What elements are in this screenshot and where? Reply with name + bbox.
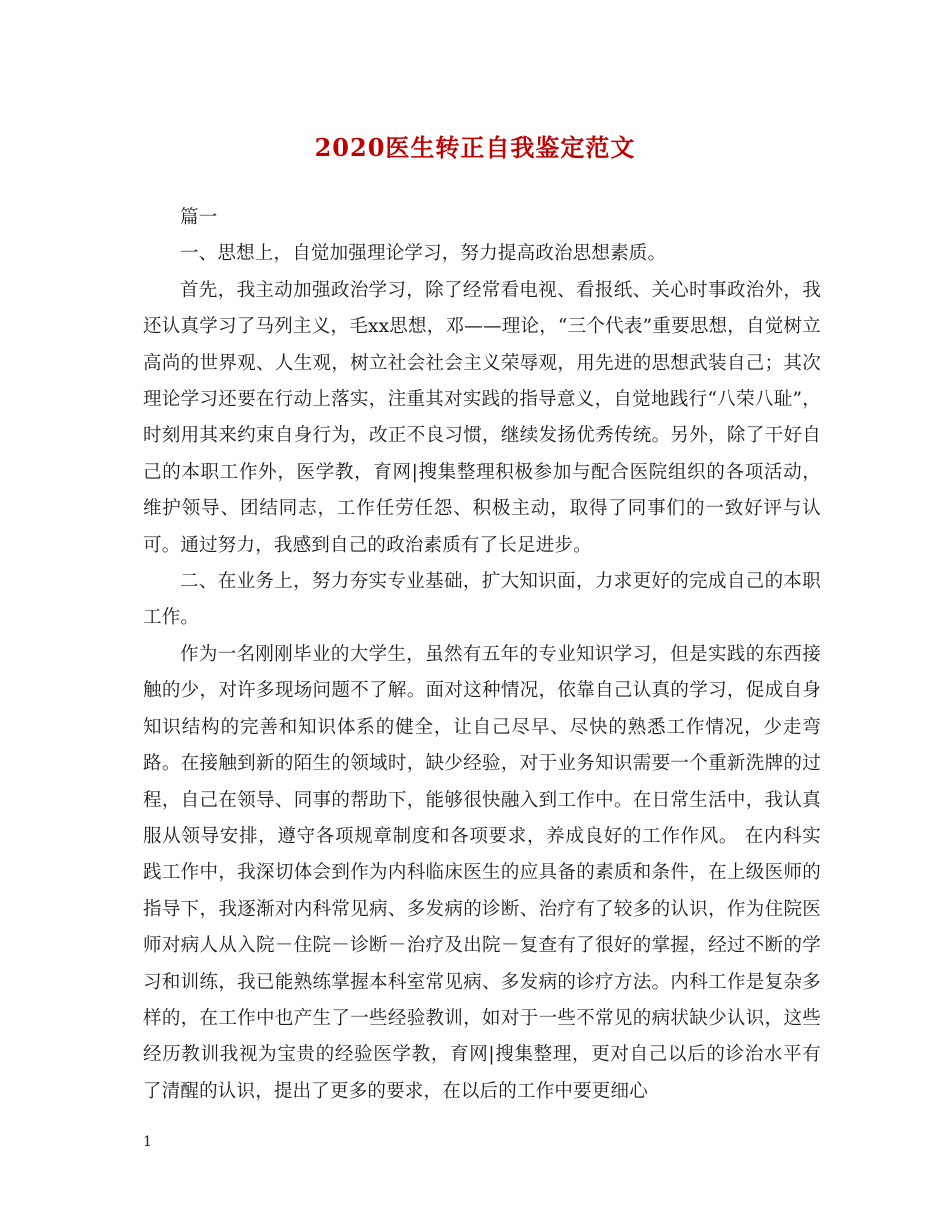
paragraph-political-study: 首先，我主动加强政治学习，除了经常看电视、看报纸、关心时事政治外，我还认真学习了马列主义，毛xx思想，邓——理论，“三个代表”重要思想，自觉树立高尚的世界观、人生观，树立社会社会主义荣辱观，用先进的思想武装自己；其次理论学习还要在行动上落实，注重其对实践的指导意义，自觉地践行“八荣八耻”，时刻用其来约束自身行为，改正不良习惯，继续发扬优秀传统。另外，除了干好自己的本职工作外，医学教，育网|搜集整理积极参加与配合医院组织的各项活动，维护领导、团结同志，工作任劳任怨、积极主动，取得了同事们的一致好评与认可。通过努力，我感到自己的政治素质有了长足进步。: [143, 279, 821, 556]
heading-ideology: 一、思想上，自觉加强理论学习，努力提高政治思想素质。: [180, 243, 667, 265]
heading-business: 二、在业务上，努力夯实专业基础，扩大知识面，力求更好的完成自己的本职工作。: [143, 571, 821, 629]
document-body: [143, 200, 821, 1110]
section-label: 篇一: [180, 207, 218, 228]
page-number: 1: [143, 1134, 152, 1150]
paragraph-professional-work: 作为一名刚刚毕业的大学生，虽然有五年的专业知识学习，但是实践的东西接触的少，对许多现场问题不了解。面对这种情况，依靠自己认真的学习，促成自身知识结构的完善和知识体系的健全，让自己尽早、尽快的熟悉工作情况，少走弯路。在接触到新的陌生的领域时，缺少经验，对于业务知识需要一个重新洗牌的过程，自己在领导、同事的帮助下，能够很快融入到工作中。在日常生活中，我认真服从领导安排，遵守各项规章制度和各项要求，养成良好的工作作风。 在内科实践工作中，我深切体会到作为内科临床医生的应具备的素质和条件，在上级医师的指导下，我逐渐对内科常见病、多发病的诊断、治疗有了较多的认识，作为住院医师对病人从入院－住院－诊断－治疗及出院－复查有了很好的掌握，经过不断的学习和训练，我已能熟练掌握本科室常见病、多发病的诊疗方法。内科工作是复杂多样的，在工作中也产生了一些经验教训，如对于一些不常见的病状缺少认识，这些经历教训我视为宝贵的经验医学教，育网|搜集整理，更对自己以后的诊治水平有了清醒的认识，提出了更多的要求，在以后的工作中要更细心: [143, 643, 821, 1102]
document-title: 2020医生转正自我鉴定范文: [314, 133, 636, 162]
